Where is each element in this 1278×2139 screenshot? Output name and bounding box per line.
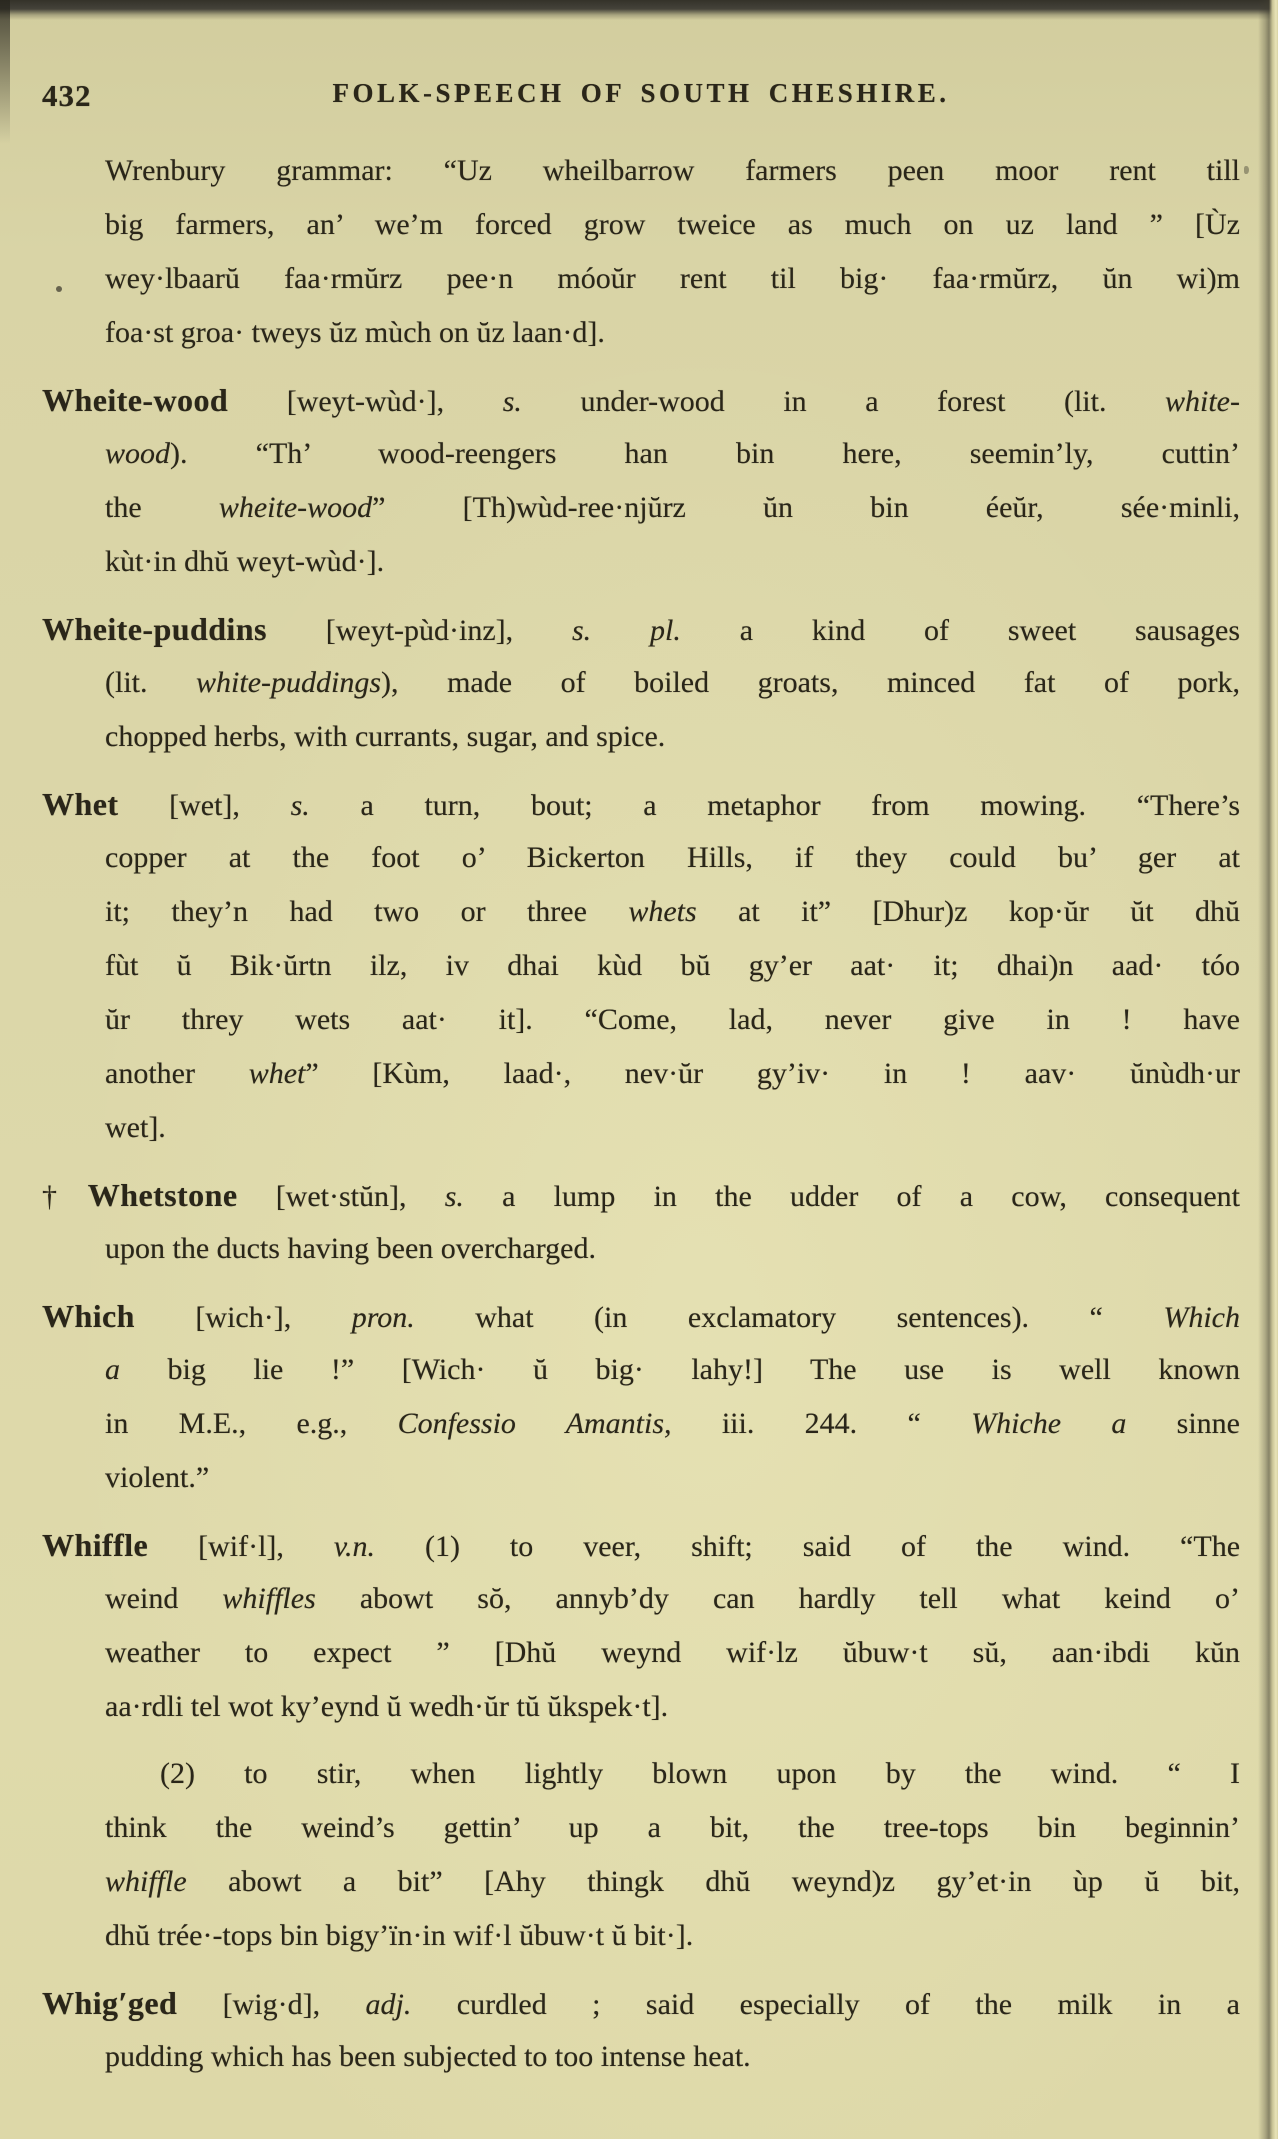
text-line [42,939,1240,993]
body-text: ). “Th’ wood-reengers han bin here, seemin’ly, cuttin’ [170,437,1240,470]
body-text: ), made of boiled groats, minced fat of pork, [381,666,1240,699]
text-line [42,1168,1240,1222]
text-line [42,602,1240,656]
body-text: fùt ŭ Bik·ŭrtn ilz, iv dhai kùd bŭ gy’er aat· it; dhai)n aad· tóo [105,949,1240,982]
text-line [42,1518,1240,1572]
body-text: iii. 244. “ [671,1407,972,1440]
text-line [42,1680,1240,1734]
text-line [42,198,1240,252]
text-line [42,1047,1240,1101]
dictionary-entry [42,1518,1240,1734]
body-text: kùt·in dhŭ weyt-wùd·]. [105,545,385,578]
body-text: [wich·], [134,1301,352,1334]
italic-text: s. [290,789,310,822]
body-text: ” [Th)wùd-ree·njŭrz ŭn bin éeŭr, sée·minli, [372,491,1240,524]
text-line [42,373,1240,427]
body-text: what (in exclamatory sentences). “ [414,1301,1164,1334]
text-line [42,427,1240,481]
body-text: big farmers, an’ we’m forced grow tweice as much on uz land ” [Ùz [105,208,1240,241]
text-line [42,306,1240,360]
headword: Wheite-wood [42,382,229,418]
body-text: a kind of sweet sausages [680,614,1240,647]
body-text: sinne [1126,1407,1240,1440]
headword: Whig′ged [42,1985,178,2021]
dictionary-entry [42,373,1240,589]
body-text: copper at the foot o’ Bickerton Hills, if they could bu’ ger at [105,841,1240,874]
italic-text: whet [248,1057,306,1090]
body-text: a turn, bout; a metaphor from mowing. “There’s [309,789,1240,822]
body-text: dhŭ trée·-tops bin bigy’ïn·in wif·l ŭbuw·t ŭ bit·]. [105,1919,694,1952]
body-text: violent.” [105,1461,210,1494]
text-line [42,1572,1240,1626]
body-text: ŭr threy wets aat· it]. “Come, lad, never give in ! have [105,1003,1240,1036]
text-line [42,535,1240,589]
body-text: Wrenbury grammar: “Uz wheilbarrow farmers peen moor rent till [105,154,1240,187]
body-text: [weyt-wùd·], [228,385,503,418]
body-text: chopped herbs, with currants, sugar, and spice. [105,720,666,753]
body-text: (2) to stir, when lightly blown upon by the wind. “ I [160,1757,1240,1790]
body-text: ” [Kùm, laad·, nev·ŭr gy’iv· in ! aav· ŭnùdh·ur [305,1057,1240,1090]
body-text: wet]. [105,1111,166,1144]
text-line [42,1397,1240,1451]
text-line [42,1101,1240,1155]
text-line [42,1626,1240,1680]
italic-text: s. [444,1180,464,1213]
body-text: (lit. [105,666,197,699]
text-line [42,656,1240,710]
body-text: under-wood in a forest (lit. [521,385,1165,418]
italic-text: a [105,1353,120,1386]
text-line [42,777,1240,831]
body-text: in M.E., e.g., [105,1407,398,1440]
text-line [42,885,1240,939]
text-line [42,1909,1240,1963]
text-line [42,1222,1240,1276]
italic-text: whets [628,895,697,928]
text-line [42,831,1240,885]
italic-text: Confessio Amantis, [397,1407,672,1440]
page-number: 432 [42,78,92,113]
body-text: (1) to veer, shift; said of the wind. “The [374,1530,1240,1563]
text-line [42,1747,1240,1801]
body-text: a lump in the udder of a cow, consequent [463,1180,1240,1213]
body-text: big lie !” [Wich· ŭ big· lahy!] The use is well known [120,1353,1240,1386]
body-text: at it” [Dhur)z kop·ŭr ŭt dhŭ [696,895,1240,928]
headword: Whiffle [42,1527,149,1563]
italic-text: Which [1163,1301,1240,1334]
italic-text: Whiche a [971,1407,1127,1440]
body-text: foa·st groa· tweys ŭz mùch on ŭz laan·d]. [105,316,605,349]
body-text: wey·lbaarŭ faa·rmŭrz pee·n móoŭr rent til big· faa·rmŭrz, ŭn wi)m [105,262,1240,295]
body-text: [wig·d], [177,1988,366,2021]
dictionary-entry [42,777,1240,1155]
page-header [42,78,1240,118]
text-line [42,1289,1240,1343]
dictionary-entry [42,1976,1240,2084]
body-text: the [105,491,219,524]
italic-text: white-puddings [196,666,382,699]
body-text: think the weind’s gettin’ up a bit, the tree-tops bin beginnin’ [105,1811,1240,1844]
body-text: aa·rdli tel wot ky’eynd ŭ wedh·ŭr tŭ ŭkspek·t]. [105,1690,669,1723]
italic-text: whiffle [105,1865,187,1898]
body-text: weind [105,1582,223,1615]
body-text: [wif·l], [148,1530,334,1563]
body-text: † [42,1180,88,1213]
body-text: pudding which has been subjected to too intense heat. [105,2040,751,2073]
body-text: curdled ; said especially of the milk in a [411,1988,1240,2021]
italic-text: wheite-wood [218,491,373,524]
headword: Wheite-puddins [42,611,267,647]
body-text: [weyt-pùd·inz], [266,614,572,647]
text-line [42,2030,1240,2084]
dictionary-entry [42,602,1240,764]
italic-text: pron. [351,1301,415,1334]
text-line [42,144,1240,198]
running-title: FOLK-SPEECH OF SOUTH CHESHIRE. [332,78,950,108]
italic-text: wood [105,437,171,470]
paragraph-continuation [42,144,1240,360]
body-text: [wet·stŭn], [237,1180,445,1213]
scan-edge-top [0,0,1278,20]
text-line [42,481,1240,535]
text-line [42,252,1240,306]
italic-text: s. [502,385,522,418]
headword: Which [42,1298,135,1334]
headword: Whet [42,786,119,822]
text-line [42,710,1240,764]
headword: Whetstone [87,1177,238,1213]
page-body [42,144,1240,2097]
body-text: it; they’n had two or three [105,895,629,928]
dictionary-entry [42,1747,1240,1963]
italic-text: whiffles [222,1582,316,1615]
text-line [42,993,1240,1047]
text-line [42,1855,1240,1909]
body-text: another [105,1057,249,1090]
italic-text: adj. [365,1988,412,2021]
text-line [42,1976,1240,2030]
italic-text: s. pl. [572,614,681,647]
scan-edge-left [0,0,10,160]
scan-edge-right [1258,0,1278,2139]
text-line [42,1451,1240,1505]
body-text: weather to expect ” [Dhŭ weynd wif·lz ŭbuw·t sŭ, aan·ibdi kŭn [105,1636,1240,1669]
body-text: abowt a bit” [Ahy thingk dhŭ weynd)z gy’et·in ùp ŭ bit, [186,1865,1240,1898]
dictionary-entry [42,1168,1240,1276]
dictionary-entry [42,1289,1240,1505]
text-line [42,1343,1240,1397]
italic-text: white- [1165,385,1240,418]
italic-text: v.n. [333,1530,375,1563]
body-text: upon the ducts having been overcharged. [105,1232,596,1265]
body-text: [wet], [118,789,291,822]
scan-speck [1244,166,1249,174]
text-line [42,1801,1240,1855]
body-text: abowt sŏ, annyb’dy can hardly tell what keind o’ [315,1582,1240,1615]
